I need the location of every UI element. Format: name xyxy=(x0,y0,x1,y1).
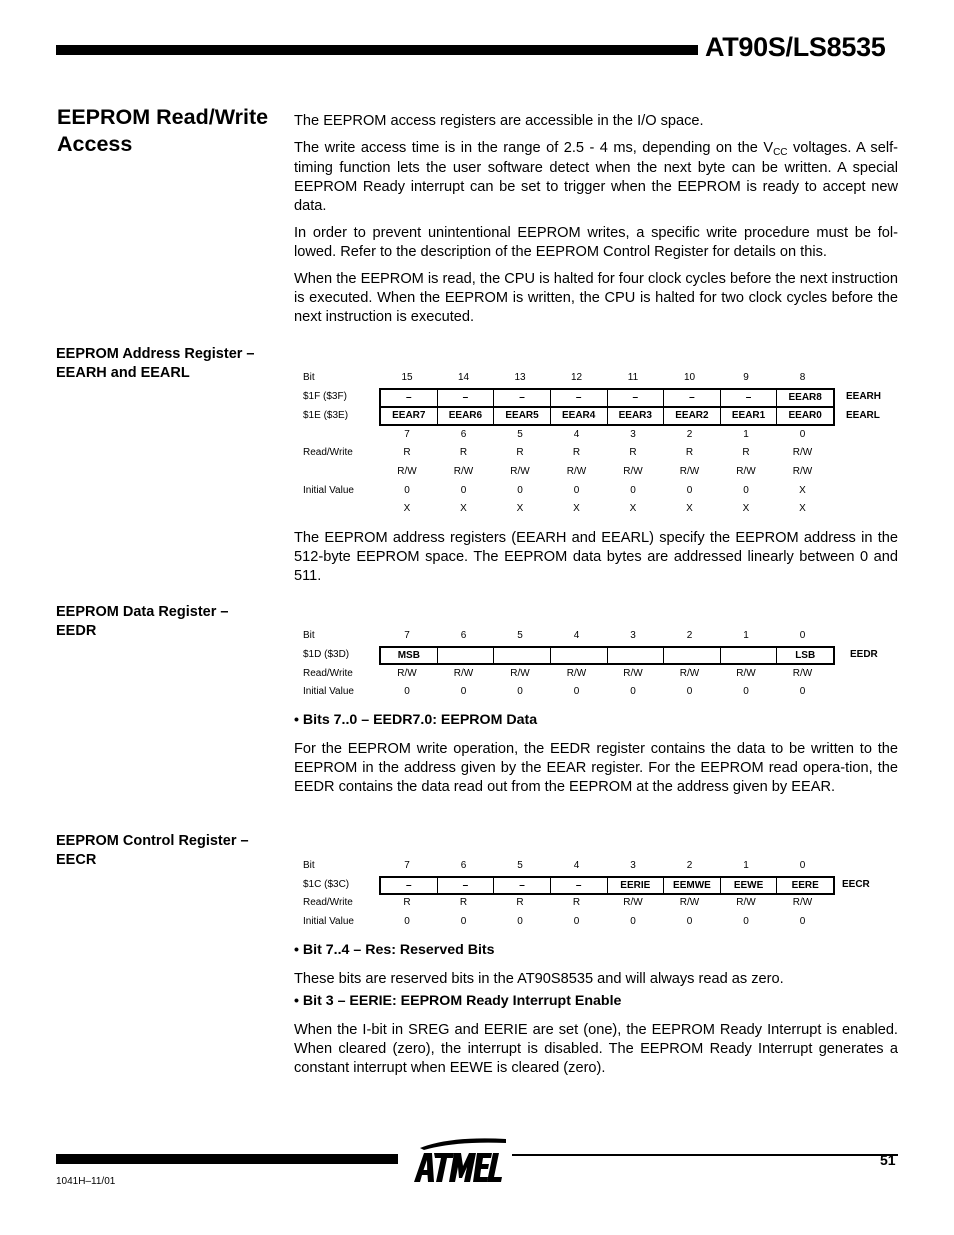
intro-p2-a: The write access time is in the range of 2.5 - 4 ms, depending on the V xyxy=(294,140,774,156)
intro-p2-b: voltages. A self-timing function lets the user software detect when the next byte can be written. A special EEPROM Ready interrupt can be set to trigger when the EEPROM is ready to accept new data. xyxy=(294,140,898,214)
eedr-bits-cell: 4 xyxy=(573,630,580,641)
eear-init-high-cell: 0 xyxy=(743,485,749,496)
register-bit-cell: EERE xyxy=(776,878,833,893)
register-bit-cell: – xyxy=(493,878,550,893)
document-number: 1041H–11/01 xyxy=(56,1176,116,1187)
eecr-eerie-bullet: • Bit 3 – EERIE: EEPROM Ready Interrupt Enable xyxy=(294,993,622,1009)
eecr-rw-cell: R xyxy=(572,897,581,908)
eear-rw-low-cell: R/W xyxy=(397,466,417,477)
eecr-init-cell: 0 xyxy=(799,916,806,927)
register-bit-cell xyxy=(663,648,720,663)
eear-init-low-cell: X xyxy=(460,503,467,514)
register-bit-cell: – xyxy=(720,390,777,406)
eedr-bits-cell: 0 xyxy=(799,630,806,641)
eear-bits-high-cell: 8 xyxy=(799,372,806,383)
eedr-bits-cell: 6 xyxy=(460,630,467,641)
eecr-rw-cell: R/W xyxy=(679,897,700,908)
eedr-address: $1D ($3D) xyxy=(303,649,350,660)
bit-label: Bit xyxy=(303,860,315,871)
eecr-bits-cell: 6 xyxy=(460,860,467,871)
eecr-init-cell: 0 xyxy=(404,916,410,927)
atmel-logo xyxy=(410,1136,510,1184)
eecr-address: $1C ($3C) xyxy=(303,879,350,890)
eear-rw-low-cell: R/W xyxy=(623,466,643,477)
register-bit-cell: EEMWE xyxy=(663,878,720,893)
eear-init-high-cell: 0 xyxy=(686,485,693,496)
eear-rw-high-cell: R xyxy=(459,447,468,458)
eear-bits-low-cell: 3 xyxy=(630,429,636,440)
eear-bits-low-cell: 4 xyxy=(573,429,580,440)
eear-rw-high-cell: R xyxy=(516,447,524,458)
register-bit-cell: – xyxy=(406,392,412,403)
eecr-name: EECR xyxy=(842,879,870,890)
eecr-reserved-desc-block xyxy=(294,970,898,989)
eecr-init-cell: 0 xyxy=(573,916,580,927)
intro-p4: When the EEPROM is read, the CPU is halted for four clock cycles before the next instruction is executed. When the EEPROM is written, the CPU is halted for two clock cycles before the next instruction is executed. xyxy=(294,271,898,325)
eear-init-low-cell: X xyxy=(573,503,580,514)
intro-p2 xyxy=(294,139,898,216)
eedr-bits-cell: 1 xyxy=(743,630,749,641)
eedr-rw-cell: R/W xyxy=(623,668,643,679)
eecr-reserved-bullet: • Bit 7..4 – Res: Reserved Bits xyxy=(294,942,495,958)
register-bit-cell: EEAR5 xyxy=(493,408,550,424)
eearl-name: EEARL xyxy=(846,410,880,421)
eecr-bits-cell: 7 xyxy=(404,860,410,871)
eear-init-low-cell: X xyxy=(742,503,750,514)
vcc-subscript: CC xyxy=(773,147,788,158)
eecr-bits-cell: 2 xyxy=(686,860,693,871)
eear-init-high-cell: X xyxy=(799,485,806,496)
init-label: Initial Value xyxy=(303,485,354,496)
eear-rw-low-cell: R/W xyxy=(566,466,587,477)
register-bit-cell: EEAR3 xyxy=(607,408,664,424)
eedr-init-cell: 0 xyxy=(517,686,523,697)
eear-bits-high-cell: 12 xyxy=(570,372,583,383)
eear-heading-line1: EEPROM Address Register – xyxy=(56,346,255,362)
eecr-init-cell: 0 xyxy=(630,916,636,927)
register-bit-cell: EEAR1 xyxy=(720,408,777,424)
eear-bits-high-cell: 14 xyxy=(457,372,470,383)
eear-rw-low-cell: R/W xyxy=(679,466,700,477)
eecr-bits-cell: 0 xyxy=(799,860,806,871)
init-label: Initial Value xyxy=(303,916,354,927)
rw-label: Read/Write xyxy=(303,897,353,908)
eedr-name: EEDR xyxy=(850,649,878,660)
register-bit-cell: – xyxy=(493,390,550,406)
eedr-rw-cell: R/W xyxy=(792,668,813,679)
eear-init-high-cell: 0 xyxy=(404,485,410,496)
register-bit-cell: EERIE xyxy=(607,878,664,893)
intro-p1: The EEPROM access registers are accessible in the I/O space. xyxy=(294,113,704,129)
eear-rw-high-cell: R xyxy=(403,447,411,458)
eedr-bits-cell: 3 xyxy=(630,630,636,641)
eear-bits-low-cell: 0 xyxy=(799,429,806,440)
eecr-init-cell: 0 xyxy=(460,916,467,927)
eecr-eerie-desc-block xyxy=(294,1021,898,1078)
bit-label: Bit xyxy=(303,630,315,641)
eedr-heading-line2: EEDR xyxy=(56,623,97,639)
eear-heading-line2: EEARH and EEARL xyxy=(56,365,190,381)
eecr-bits-cell: 4 xyxy=(573,860,580,871)
eear-init-high-cell: 0 xyxy=(630,485,636,496)
eecr-heading-line1: EEPROM Control Register – xyxy=(56,833,249,849)
eear-bits-low-cell: 7 xyxy=(404,429,410,440)
eedr-init-cell: 0 xyxy=(630,686,636,697)
eear-rw-low-cell: R/W xyxy=(453,466,474,477)
eedr-heading-line1: EEPROM Data Register – xyxy=(56,604,229,620)
register-bit-cell: EEAR6 xyxy=(437,408,494,424)
eear-bits-low-cell: 6 xyxy=(460,429,467,440)
eear-bits-high-cell: 15 xyxy=(401,372,413,383)
eear-rw-high-cell: R xyxy=(629,447,637,458)
eear-init-low-cell: X xyxy=(686,503,693,514)
eear-rw-high-cell: R/W xyxy=(792,447,813,458)
eecr-rw-cell: R/W xyxy=(736,897,756,908)
eear-init-low-cell: X xyxy=(799,503,806,514)
register-bit-cell: EEAR7 xyxy=(392,410,426,421)
register-bit-cell xyxy=(550,648,607,663)
eear-init-high-cell: 0 xyxy=(573,485,580,496)
eedr-rw-cell: R/W xyxy=(736,668,756,679)
register-bit-cell: – xyxy=(437,878,494,893)
register-bit-cell: EEAR4 xyxy=(550,408,607,424)
register-bit-cell: – xyxy=(406,880,412,891)
eear-rw-high-cell: R xyxy=(572,447,581,458)
eedr-rw-cell: R/W xyxy=(397,668,417,679)
eear-rw-low-cell: R/W xyxy=(510,466,530,477)
bit-label: Bit xyxy=(303,372,315,383)
eecr-rw-cell: R/W xyxy=(623,897,643,908)
rw-label: Read/Write xyxy=(303,447,353,458)
footer-rule-left xyxy=(56,1154,398,1164)
section-heading-line1: EEPROM Read/Write xyxy=(57,105,269,129)
eear-bits-high-cell: 10 xyxy=(683,372,696,383)
eear-rw-low-cell: R/W xyxy=(736,466,756,477)
eedr-init-cell: 0 xyxy=(743,686,749,697)
eedr-rw-cell: R/W xyxy=(566,668,587,679)
register-bit-cell: EEWE xyxy=(720,878,777,893)
eearh-address: $1F ($3F) xyxy=(303,391,347,402)
register-bit-cell xyxy=(493,648,550,663)
register-bit-cell: LSB xyxy=(776,648,833,663)
eear-description-block xyxy=(294,529,898,586)
eecr-heading xyxy=(56,832,286,870)
header-rule xyxy=(56,45,698,55)
eearh-bitbox xyxy=(379,388,835,407)
eear-bits-low-cell: 1 xyxy=(743,429,749,440)
section-heading-line2: Access xyxy=(57,132,133,156)
eedr-bits-cell: 2 xyxy=(686,630,693,641)
eear-init-low-cell: X xyxy=(629,503,637,514)
eedr-rw-cell: R/W xyxy=(453,668,474,679)
register-bit-cell: – xyxy=(437,390,494,406)
eear-rw-high-cell: R xyxy=(742,447,750,458)
eear-rw-low-cell: R/W xyxy=(792,466,813,477)
eear-init-high-cell: 0 xyxy=(460,485,467,496)
eearl-address: $1E ($3E) xyxy=(303,410,349,421)
eear-bits-high-cell: 11 xyxy=(627,372,639,383)
eedr-init-cell: 0 xyxy=(573,686,580,697)
section-heading xyxy=(57,104,277,158)
eecr-rw-cell: R xyxy=(403,897,411,908)
eear-init-low-cell: X xyxy=(403,503,411,514)
eecr-bits-cell: 1 xyxy=(743,860,749,871)
eedr-init-cell: 0 xyxy=(460,686,467,697)
eear-bits-low-cell: 2 xyxy=(686,429,693,440)
register-bit-cell xyxy=(720,648,777,663)
eecr-init-cell: 0 xyxy=(517,916,523,927)
eedr-init-cell: 0 xyxy=(799,686,806,697)
eedr-description-block xyxy=(294,740,898,797)
eear-rw-high-cell: R xyxy=(685,447,694,458)
init-label: Initial Value xyxy=(303,686,354,697)
intro-p3: In order to prevent unintentional EEPROM writes, a specific write procedure must be fol-lowed. Refer to the description of the EEPROM Control Register for details on this. xyxy=(294,225,898,260)
register-bit-cell xyxy=(607,648,664,663)
eear-init-low-cell: X xyxy=(516,503,524,514)
eecr-bits-cell: 3 xyxy=(630,860,636,871)
register-bit-cell: – xyxy=(550,390,607,406)
register-bit-cell xyxy=(437,648,494,663)
rw-label: Read/Write xyxy=(303,668,353,679)
eecr-eerie-description: When the I-bit in SREG and EERIE are set (one), the EEPROM Ready Interrupt is enabled. When cleared (zero), the interrupt is disabled. The EEPROM Ready Interrupt generates a constant interrupt when EEWE is cleared (zero). xyxy=(294,1022,898,1076)
eedr-init-cell: 0 xyxy=(686,686,693,697)
eecr-bits-cell: 5 xyxy=(517,860,523,871)
footer-rule-right xyxy=(512,1154,898,1156)
eear-heading xyxy=(56,345,286,383)
register-bit-cell: – xyxy=(663,390,720,406)
eecr-rw-cell: R xyxy=(459,897,468,908)
eedr-init-cell: 0 xyxy=(404,686,410,697)
page-number: 51 xyxy=(880,1152,896,1168)
register-bit-cell: – xyxy=(607,390,664,406)
eear-description: The EEPROM address registers (EEARH and EEARL) specify the EEPROM address in the 512-byte EEPROM space. The EEPROM data bytes are addressed linearly between 0 and 511. xyxy=(294,530,898,584)
eearh-name: EEARH xyxy=(846,391,882,402)
register-bit-cell: – xyxy=(550,878,607,893)
eearl-bitbox xyxy=(379,407,835,426)
eedr-heading xyxy=(56,603,286,641)
eedr-rw-cell: R/W xyxy=(679,668,700,679)
eecr-init-cell: 0 xyxy=(743,916,749,927)
register-bit-cell: EEAR8 xyxy=(776,390,833,406)
intro-text xyxy=(294,112,898,327)
eear-init-high-cell: 0 xyxy=(517,485,523,496)
register-bit-cell: MSB xyxy=(397,650,420,661)
eecr-reserved-description: These bits are reserved bits in the AT90S8535 and will always read as zero. xyxy=(294,971,784,987)
eear-bits-low-cell: 5 xyxy=(517,429,523,440)
page-title: AT90S/LS8535 xyxy=(705,32,886,62)
eear-bits-high-cell: 9 xyxy=(743,372,749,383)
eecr-init-cell: 0 xyxy=(686,916,693,927)
register-bit-cell: EEAR0 xyxy=(776,408,833,424)
eedr-description: For the EEPROM write operation, the EEDR register contains the data to be written to the EEPROM in the address given by the EEAR register. For the EEPROM read opera-tion, the EEDR contains the data read out from the EEPROM at the address given by EEAR. xyxy=(294,741,898,795)
eear-bits-high-cell: 13 xyxy=(514,372,526,383)
eedr-bits-cell: 5 xyxy=(517,630,523,641)
eecr-rw-cell: R xyxy=(516,897,524,908)
eecr-bitbox xyxy=(379,876,835,895)
register-bit-cell: EEAR2 xyxy=(663,408,720,424)
eedr-bitbox xyxy=(379,646,835,665)
eecr-heading-line2: EECR xyxy=(56,852,97,868)
eedr-bit-bullet: • Bits 7..0 – EEDR7.0: EEPROM Data xyxy=(294,712,538,728)
eedr-rw-cell: R/W xyxy=(510,668,530,679)
eecr-rw-cell: R/W xyxy=(792,897,813,908)
eedr-bits-cell: 7 xyxy=(404,630,410,641)
